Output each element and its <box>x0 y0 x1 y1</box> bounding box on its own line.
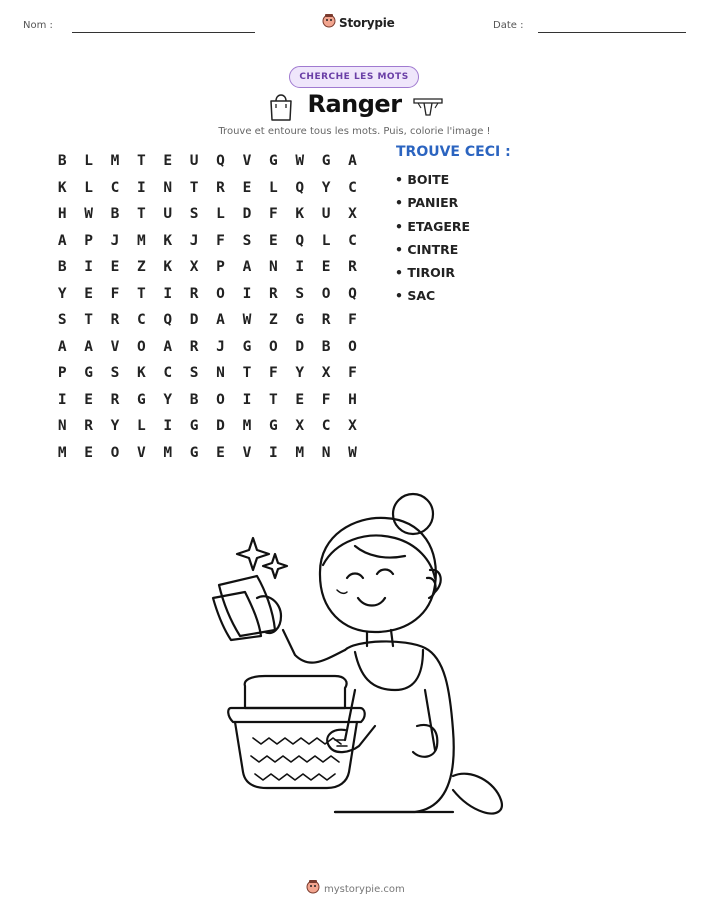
grid-cell[interactable]: Y <box>321 179 331 196</box>
storypie-logo-icon <box>322 13 336 33</box>
grid-cell[interactable]: K <box>295 206 305 223</box>
grid-cell[interactable]: F <box>268 365 278 382</box>
grid-cell[interactable]: M <box>242 418 252 435</box>
grid-cell[interactable]: L <box>216 206 225 223</box>
grid-cell[interactable]: W <box>84 206 93 223</box>
grid-cell[interactable]: G <box>268 418 278 435</box>
grid-cell[interactable]: S <box>110 365 120 382</box>
grid-cell[interactable]: X <box>189 259 199 276</box>
grid-cell[interactable]: O <box>216 391 225 408</box>
grid-cell[interactable]: R <box>216 179 225 196</box>
grid-cell[interactable]: T <box>137 153 146 170</box>
date-line[interactable] <box>538 32 686 33</box>
grid-cell[interactable]: X <box>321 365 331 382</box>
grid-cell[interactable]: I <box>163 418 173 435</box>
grid-cell[interactable]: G <box>84 365 93 382</box>
grid-cell[interactable]: A <box>242 259 252 276</box>
grid-cell[interactable]: A <box>57 232 67 249</box>
grid-cell[interactable]: R <box>348 259 357 276</box>
storypie-logo-icon <box>306 879 320 899</box>
shoe <box>453 774 502 814</box>
grid-cell[interactable]: E <box>295 391 305 408</box>
grid-cell[interactable]: C <box>137 312 146 329</box>
grid-row <box>49 440 369 467</box>
grid-cell[interactable]: B <box>189 391 199 408</box>
grid-cell[interactable]: Y <box>57 285 67 302</box>
word-item: • ETAGERE <box>395 218 471 234</box>
grid-cell[interactable]: L <box>84 153 93 170</box>
grid-cell[interactable]: D <box>189 312 199 329</box>
grid-cell[interactable]: G <box>321 153 331 170</box>
grid-cell[interactable]: G <box>137 391 146 408</box>
grid-cell[interactable]: P <box>84 232 93 249</box>
grid-cell[interactable]: E <box>84 444 93 461</box>
grid-cell[interactable]: X <box>348 418 357 435</box>
grid-cell[interactable]: Q <box>216 153 225 170</box>
grid-cell[interactable]: L <box>84 179 93 196</box>
grid-cell[interactable]: K <box>163 259 173 276</box>
grid-cell[interactable]: A <box>216 312 225 329</box>
name-label: Nom : <box>23 20 53 31</box>
brand-name: Storypie <box>339 16 395 30</box>
sparkle-icon <box>263 554 287 578</box>
grid-cell[interactable]: S <box>242 232 252 249</box>
grid-cell[interactable]: Y <box>295 365 305 382</box>
grid-cell[interactable]: G <box>242 338 252 355</box>
grid-row <box>49 413 369 440</box>
grid-cell[interactable]: I <box>242 391 252 408</box>
grid-cell[interactable]: P <box>216 259 225 276</box>
grid-cell[interactable]: G <box>268 153 278 170</box>
word-item: • TIROIR <box>395 265 456 281</box>
grid-cell[interactable]: I <box>137 179 146 196</box>
grid-cell[interactable]: Z <box>137 259 146 276</box>
grid-cell[interactable]: C <box>321 418 331 435</box>
grid-cell[interactable]: A <box>163 338 173 355</box>
grid-cell[interactable]: E <box>216 444 225 461</box>
grid-cell[interactable]: N <box>163 179 173 196</box>
grid-cell[interactable]: J <box>216 338 225 355</box>
grid-cell[interactable]: A <box>348 153 357 170</box>
grid-cell[interactable]: G <box>295 312 305 329</box>
grid-cell[interactable]: R <box>110 312 120 329</box>
grid-cell[interactable]: F <box>348 312 357 329</box>
grid-cell[interactable]: B <box>57 259 67 276</box>
grid-cell[interactable]: C <box>110 179 120 196</box>
grid-cell[interactable]: T <box>189 179 199 196</box>
grid-cell[interactable]: Y <box>163 391 173 408</box>
grid-cell[interactable]: Q <box>348 285 357 302</box>
grid-row <box>49 281 369 308</box>
grid-cell[interactable]: Q <box>295 179 305 196</box>
grid-cell[interactable]: G <box>189 444 199 461</box>
grid-cell[interactable]: V <box>242 444 252 461</box>
word-list <box>395 172 470 312</box>
grid-cell[interactable]: V <box>110 338 120 355</box>
grid-cell[interactable]: L <box>268 179 278 196</box>
grid-row <box>49 360 369 387</box>
grid-cell[interactable]: S <box>189 365 199 382</box>
grid-cell[interactable]: X <box>348 206 357 223</box>
word-search-grid <box>49 148 369 466</box>
grid-cell[interactable]: X <box>295 418 305 435</box>
grid-cell[interactable]: A <box>57 338 67 355</box>
grid-cell[interactable]: N <box>268 259 278 276</box>
grid-cell[interactable]: T <box>268 391 278 408</box>
date-label: Date : <box>493 20 524 31</box>
grid-cell[interactable]: D <box>216 418 225 435</box>
grid-cell[interactable]: E <box>268 232 278 249</box>
grid-cell[interactable]: N <box>57 418 67 435</box>
grid-cell[interactable]: M <box>110 153 120 170</box>
grid-row <box>49 201 369 228</box>
word-item: • PANIER <box>395 195 459 211</box>
grid-cell[interactable]: D <box>295 338 305 355</box>
grid-row <box>49 148 369 175</box>
grid-cell[interactable]: T <box>84 312 93 329</box>
grid-cell[interactable]: L <box>321 232 331 249</box>
footer-url[interactable]: mystorypie.com <box>324 883 405 895</box>
grid-cell[interactable]: F <box>321 391 331 408</box>
grid-cell[interactable]: D <box>242 206 252 223</box>
grid-cell[interactable]: U <box>321 206 331 223</box>
grid-cell[interactable]: I <box>242 285 252 302</box>
grid-cell[interactable]: W <box>295 153 305 170</box>
grid-cell[interactable]: E <box>84 391 93 408</box>
shelf-bracket-icon <box>412 96 444 122</box>
grid-cell[interactable]: L <box>137 418 146 435</box>
grid-cell[interactable]: I <box>163 285 173 302</box>
grid-cell[interactable]: Y <box>110 418 120 435</box>
grid-cell[interactable]: E <box>84 285 93 302</box>
word-item: • SAC <box>395 288 436 304</box>
grid-row <box>49 307 369 334</box>
grid-cell[interactable]: O <box>110 444 120 461</box>
grid-cell[interactable]: N <box>216 365 225 382</box>
grid-cell[interactable]: N <box>321 444 331 461</box>
grid-cell[interactable]: U <box>163 206 173 223</box>
grid-cell[interactable]: E <box>242 179 252 196</box>
grid-row <box>49 254 369 281</box>
girl-body <box>335 641 454 812</box>
basket-rim <box>228 708 364 722</box>
grid-cell[interactable]: M <box>137 232 146 249</box>
grid-cell[interactable]: T <box>137 285 146 302</box>
grid-cell[interactable]: O <box>348 338 357 355</box>
grid-cell[interactable]: Q <box>295 232 305 249</box>
grid-cell[interactable]: T <box>242 365 252 382</box>
grid-cell[interactable]: R <box>110 391 120 408</box>
grid-cell[interactable]: M <box>57 444 67 461</box>
grid-cell[interactable]: W <box>242 312 252 329</box>
grid-cell[interactable]: R <box>189 285 199 302</box>
word-item: • BOITE <box>395 172 450 187</box>
grid-cell[interactable]: V <box>242 153 252 170</box>
grid-cell[interactable]: J <box>110 232 120 249</box>
activity-tag: CHERCHE LES MOTS <box>289 66 419 88</box>
grid-cell[interactable]: E <box>321 259 331 276</box>
folded-towel <box>245 676 347 708</box>
grid-cell[interactable]: S <box>189 206 199 223</box>
grid-cell[interactable]: Z <box>268 312 278 329</box>
grid-cell[interactable]: E <box>163 153 173 170</box>
grid-cell[interactable]: W <box>348 444 357 461</box>
grid-cell[interactable]: I <box>84 259 93 276</box>
grid-cell[interactable]: R <box>84 418 93 435</box>
page-title: Ranger <box>307 90 402 118</box>
grid-cell[interactable]: C <box>163 365 173 382</box>
grid-cell[interactable]: P <box>57 365 67 382</box>
grid-row <box>49 228 369 255</box>
grid-cell[interactable]: H <box>57 206 67 223</box>
grid-cell[interactable]: R <box>189 338 199 355</box>
grid-cell[interactable]: F <box>110 285 120 302</box>
grid-cell[interactable]: Q <box>163 312 173 329</box>
word-item: • CINTRE <box>395 241 459 257</box>
grid-cell[interactable]: J <box>189 232 199 249</box>
grid-cell[interactable]: I <box>57 391 67 408</box>
name-line[interactable] <box>72 32 255 33</box>
instructions: Trouve et entoure tous les mots. Puis, colorie l'image ! <box>218 126 491 137</box>
brand <box>322 14 395 32</box>
grid-cell[interactable]: O <box>216 285 225 302</box>
grid-cell[interactable]: F <box>268 206 278 223</box>
grid-cell[interactable]: K <box>57 179 67 196</box>
grid-cell[interactable]: R <box>268 285 278 302</box>
grid-cell[interactable]: F <box>216 232 225 249</box>
grid-cell[interactable]: K <box>137 365 146 382</box>
grid-row <box>49 387 369 414</box>
grid-cell[interactable]: I <box>295 259 305 276</box>
grid-cell[interactable]: G <box>189 418 199 435</box>
footer <box>306 880 405 898</box>
grid-cell[interactable]: O <box>137 338 146 355</box>
grid-cell[interactable]: H <box>348 391 357 408</box>
girl-folding-laundry-illustration <box>195 490 515 825</box>
grid-cell[interactable]: F <box>348 365 357 382</box>
grid-cell[interactable]: E <box>110 259 120 276</box>
grid-cell[interactable]: M <box>295 444 305 461</box>
grid-cell[interactable]: K <box>163 232 173 249</box>
grid-cell[interactable]: T <box>137 206 146 223</box>
grid-cell[interactable]: A <box>84 338 93 355</box>
cloth-item <box>219 576 275 636</box>
grid-cell[interactable]: M <box>163 444 173 461</box>
grid-cell[interactable]: S <box>295 285 305 302</box>
grid-row <box>49 334 369 361</box>
grid-cell[interactable]: O <box>321 285 331 302</box>
laundry-basket <box>235 722 357 788</box>
grid-cell[interactable]: B <box>321 338 331 355</box>
grid-cell[interactable]: R <box>321 312 331 329</box>
grid-cell[interactable]: C <box>348 232 357 249</box>
grid-cell[interactable]: B <box>57 153 67 170</box>
grid-cell[interactable]: S <box>57 312 67 329</box>
word-list-heading: TROUVE CECI : <box>396 144 511 160</box>
grid-cell[interactable]: O <box>268 338 278 355</box>
hair-bun <box>393 494 433 534</box>
grid-cell[interactable]: I <box>268 444 278 461</box>
grid-cell[interactable]: V <box>137 444 146 461</box>
grid-cell[interactable]: U <box>189 153 199 170</box>
grid-row <box>49 175 369 202</box>
grid-cell[interactable]: C <box>348 179 357 196</box>
grid-cell[interactable]: B <box>110 206 120 223</box>
